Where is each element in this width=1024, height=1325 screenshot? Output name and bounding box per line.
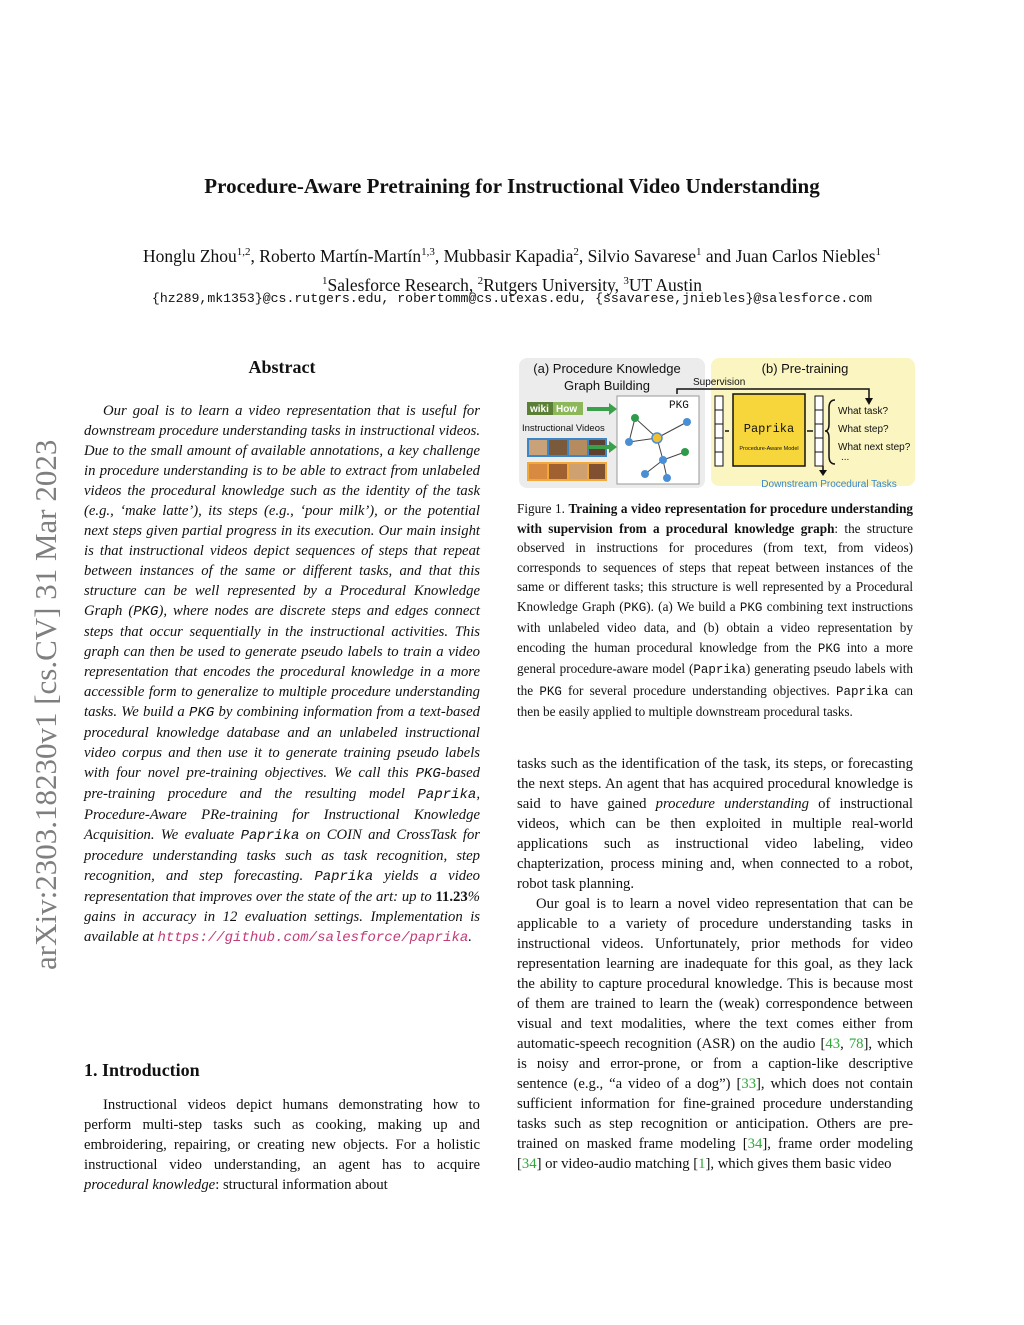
body-emphasis: procedure understanding [655,796,809,812]
abstract-text: . We evaluate [150,827,241,843]
paprika-term: Paprika [835,684,889,699]
citation-link[interactable]: 78 [848,1036,864,1052]
abstract-text: by combining information from a text-based procedural knowledge database and an unlabeled instructional video corpus and then use it to generate training pseudo labels with four novel pre-training objectives. We call this [84,704,480,781]
pkg-node [625,438,633,446]
body-text: ], which gives them basic video [705,1156,892,1172]
author-emails: {hz289,mk1353}@cs.rutgers.edu, robertomm@cs.utexas.edu, {ssavarese,jniebles}@salesforce.com [151,291,873,306]
body-text: , [840,1036,849,1052]
abstract-text: . [468,929,472,945]
intro-text: : structural information about [215,1177,388,1193]
abstract-text: ), where nodes are discrete steps and edges connect steps that occur sequentially in the instructional activities. This graph can then be used to generate pseudo labels to train a video representation that encodes the procedural knowledge in a more accessible form to generalize to multiple procedure understanding tasks. We build a [84,603,480,720]
pkg-node [681,448,689,456]
gain-value: 11.23 [435,889,468,905]
paprika-term: Paprika [693,663,746,677]
pkg-node [663,474,671,482]
pkg-node [659,456,667,464]
pkg-term: PKG [739,600,763,615]
supervision-label: Supervision [693,377,746,388]
abstract-text: on COIN and CrossTask for procedure understanding tasks such as task recognition, step recognition, and step forecasting. [84,827,481,884]
paprika-model-label: Paprika [743,422,795,436]
right-paragraph-1 [517,754,913,894]
figure-1-diagram [517,356,917,492]
caption-text: ) generating pseudo labels with the [517,661,913,698]
affiliation-number: 2 [477,274,484,287]
body-text: ] or video-audio matching [ [536,1156,699,1172]
caption-text: : the structure observed in instructions for procedures (from text, from videos) corresponds to sequences of steps that repeat between instances of the same or different tasks; this structure is well represented by a Procedural Knowledge Graph ( [517,520,914,614]
pkg-label: PKG [669,400,689,412]
instructional-videos-label: Instructional Videos [522,423,605,434]
affiliation-name: Salesforce Research, [327,274,478,295]
author-affiliation: 1 [696,246,702,258]
caption-text: for several procedure understanding objectives. [561,682,836,698]
caption-text: into a more general procedure-aware model ( [517,639,913,676]
pkg-node [631,414,639,422]
author-name: Mubbasir Kapadia [443,245,574,266]
author-separator: and [701,245,736,266]
arxiv-identifier: arXiv:2303.18230v1 [cs.CV] 31 Mar 2023 [28,439,63,970]
wikihow-wiki: wiki [530,404,549,415]
author-separator: , [250,245,260,266]
citation-link[interactable]: 43 [825,1036,841,1052]
affiliation-number: 1 [321,274,328,287]
panel-a-title-line2: Graph Building [564,378,650,393]
author-name: Juan Carlos Niebles [735,245,876,266]
author-affiliation: 1,2 [236,246,251,258]
github-link[interactable]: https://github.com/salesforce/paprika [157,930,469,946]
author-affiliation: 2 [573,246,579,258]
pkg-term: PKG [133,604,159,620]
objective-more: ... [841,452,850,463]
caption-text: combining text instructions with unlabeled video data, and (b) obtain a video representation by encoding the human procedural knowledge from the [517,598,913,655]
pkg-term: PKG [623,600,647,615]
author-name: Roberto Martín-Martín [259,245,422,266]
pkg-node [652,433,662,443]
output-tokens [815,396,823,466]
abstract-text: Our goal is to learn a video representation that is useful for downstream procedure understanding tasks in instructional videos. Due to the small amount of available annotations, a key challenge in procedure understanding is to be able to extract from unlabeled videos the procedural knowledge such as the identity of the task (e.g., ‘make latte’), its steps (e.g., ‘pour milk’), or the potential next steps given partial progress in its execution. Our main insight is that instructional videos depict sequences of steps that repeat between instances of the same or different tasks, and that this structure can be well represented by a Procedural Knowledge Graph ( [84,403,480,619]
caption-bold: Training a video representation for procedure understanding with supervision from a procedural knowledge graph [517,501,913,536]
pkg-node [683,418,691,426]
affiliation-name: Rutgers University, [483,274,624,295]
input-tokens [715,396,723,466]
body-text: ], frame order modeling [ [517,1136,913,1172]
figure-1-caption [517,499,913,722]
body-text: Our goal is to learn a novel video representation that can be applicable to a variety of procedure understanding tasks in instructional videos. Unfortunately, prior methods for video representation learning are inadequate for this goal, as they lack the ability to capture procedural knowledge. This is because most of them are trained to learn the (weak) correspondence between visual and text modalities, where the text comes either from automatic-speech recognition (ASR) on the audio [ [517,896,913,1052]
paprika-term: Paprika [417,787,477,803]
intro-text: Instructional videos depict humans demonstrating how to perform multi-step tasks such as cooking, making up and embroidering, repairing, or creating new objects. For a holistic instructional video understanding, an agent has to acquire [84,1097,480,1173]
pkg-term: PKG [539,684,562,699]
author-block [0,240,1024,298]
paprika-term: Paprika [240,828,300,844]
author-separator: , [578,245,588,266]
caption-label: Figure 1. [517,501,569,516]
citation-link[interactable]: 34 [747,1136,763,1152]
abstract-text: -based pre-training procedure and the resulting model [84,765,480,802]
intro-paragraph [84,1095,480,1195]
author-affiliation: 1 [875,246,882,258]
paprika-term: Paprika [314,869,374,885]
wikihow-how: How [556,404,578,415]
pkg-term: PKG [189,705,215,721]
paprika-expansion: Procedure-Aware PRe-training for Instructional Knowledge Acquisition [84,807,480,843]
section-heading-introduction: 1. Introduction [84,1060,200,1080]
paper-title: Procedure-Aware Pretraining for Instructional Video Understanding [204,174,820,198]
body-text: ], which is noisy and error-prone, or from a caption-like descriptive sentence (e.g., “a video of a dog”) [ [517,1036,913,1092]
intro-emphasis: procedural knowledge [84,1177,216,1193]
author-separator: , [434,245,444,266]
author-affiliation: 1,3 [421,246,435,258]
objective-what-task: What task? [838,406,889,417]
abstract-text: yields a video representation that improves over the state of the art: up to [84,868,480,905]
panel-a-title: (a) Procedure Knowledge [533,361,681,376]
caption-text: ). (a) We build a [646,598,740,614]
affiliation-name: UT Austin [628,274,703,295]
objective-what-step: What step? [838,424,889,435]
pkg-term: PKG [817,641,841,656]
abstract-heading: Abstract [248,357,316,377]
downstream-tasks-label: Downstream Procedural Tasks [761,479,897,490]
objective-what-next-step: What next step? [838,442,911,453]
body-text: of instructional videos, which can be then exploited in multiple real-world applications such as instructional video labeling, video chapterization, process mining and, when connected to a robot, robot task planning. [517,796,913,892]
citation-link[interactable]: 34 [521,1156,537,1172]
body-text: tasks such as the identification of the task, its steps, or forecasting the next steps. An agent that has acquired procedural knowledge is said to have gained [517,756,913,812]
pkg-node [641,470,649,478]
right-paragraph-2 [517,894,913,1174]
citation-link[interactable]: 1 [698,1156,706,1172]
paprika-model-subtitle: Procedure-Aware Model [739,446,799,452]
abstract-text: % gains in accuracy in 12 evaluation settings. Implementation is available at [84,889,480,945]
author-name: Silvio Savarese [587,245,697,266]
panel-b-title: (b) Pre-training [761,361,849,376]
abstract-body [84,401,480,948]
body-text: ], which does not contain sufficient information for fine-grained procedure understanding tasks such as step recognition or anticipation. Others are pre-trained on masked frame modeling [ [517,1076,913,1152]
author-list [0,240,1024,269]
citation-link[interactable]: 33 [741,1076,757,1092]
affiliation-number: 3 [623,274,629,287]
pkg-term: PKG [415,766,441,782]
author-name: Honglu Zhou [142,245,237,266]
abstract-text: , [476,786,480,802]
caption-text: can then be easily applied to multiple downstream procedural tasks. [517,682,913,719]
